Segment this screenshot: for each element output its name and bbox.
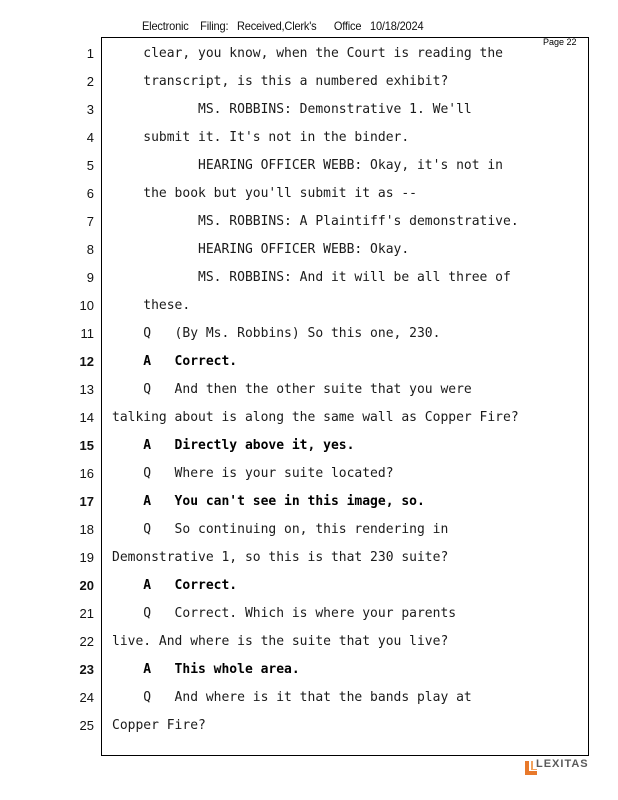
line-number: 23: [79, 662, 94, 677]
line-number: 25: [79, 718, 94, 733]
transcript-line: transcript, is this a numbered exhibit?: [112, 74, 449, 89]
transcript-line: clear, you know, when the Court is reading the: [112, 46, 504, 61]
line-number: 13: [79, 382, 94, 397]
transcript-line: submit it. It's not in the binder.: [112, 130, 410, 145]
line-number: 16: [79, 466, 94, 481]
line-number: 24: [79, 690, 94, 705]
line-number: 18: [79, 522, 94, 537]
line-number: 4: [86, 130, 94, 145]
line-number: 6: [86, 186, 94, 201]
line-number: 12: [79, 354, 94, 369]
transcript-line: Q And where is it that the bands play at: [112, 690, 472, 705]
transcript-text-column: [112, 44, 584, 744]
line-number: 9: [86, 270, 94, 285]
line-number: 8: [86, 242, 94, 257]
line-number: 2: [86, 74, 94, 89]
transcript-line: MS. ROBBINS: Demonstrative 1. We'll: [112, 102, 472, 117]
transcript-line: the book but you'll submit it as --: [112, 186, 417, 201]
transcript-answer-line: A You can't see in this image, so.: [112, 494, 425, 509]
page-number: Page 22: [543, 37, 577, 47]
transcript-answer-line: A This whole area.: [112, 662, 300, 677]
filing-stamp-header: Electronic Filing: Received,Clerk's Office 10/18/2024: [142, 19, 424, 33]
line-number: 20: [79, 578, 94, 593]
transcript-line: Q Where is your suite located?: [112, 466, 394, 481]
transcript-line: live. And where is the suite that you live?: [112, 634, 449, 649]
transcript-line: Demonstrative 1, so this is that 230 suite?: [112, 550, 449, 565]
line-number: 22: [79, 634, 94, 649]
line-number: 1: [86, 46, 94, 61]
lexitas-logo-text: LEXITAS: [536, 758, 589, 770]
lexitas-logo: [524, 757, 590, 777]
transcript-line: these.: [112, 298, 191, 313]
transcript-line: MS. ROBBINS: A Plaintiff's demonstrative.: [112, 214, 519, 229]
line-number: 5: [86, 158, 94, 173]
line-number: 19: [79, 550, 94, 565]
line-number: 7: [86, 214, 94, 229]
line-number: 11: [80, 326, 94, 341]
line-number: 15: [79, 438, 94, 453]
transcript-line: Q Correct. Which is where your parents: [112, 606, 457, 621]
line-number: 10: [79, 298, 94, 313]
transcript-line: talking about is along the same wall as Copper Fire?: [112, 410, 519, 425]
line-number: 14: [79, 410, 94, 425]
transcript-line: Q And then the other suite that you were: [112, 382, 472, 397]
transcript-line: Copper Fire?: [112, 718, 206, 733]
transcript-line: HEARING OFFICER WEBB: Okay, it's not in: [112, 158, 504, 173]
transcript-line: Q So continuing on, this rendering in: [112, 522, 449, 537]
transcript-answer-line: A Directly above it, yes.: [112, 438, 355, 453]
line-number-column: [60, 44, 94, 744]
transcript-line: HEARING OFFICER WEBB: Okay.: [112, 242, 410, 257]
line-number: 21: [79, 606, 94, 621]
transcript-line: MS. ROBBINS: And it will be all three of: [112, 270, 511, 285]
transcript-line: Q (By Ms. Robbins) So this one, 230.: [112, 326, 441, 341]
line-number: 17: [79, 494, 94, 509]
transcript-answer-line: A Correct.: [112, 578, 238, 593]
line-number: 3: [86, 102, 94, 117]
transcript-answer-line: A Correct.: [112, 354, 238, 369]
